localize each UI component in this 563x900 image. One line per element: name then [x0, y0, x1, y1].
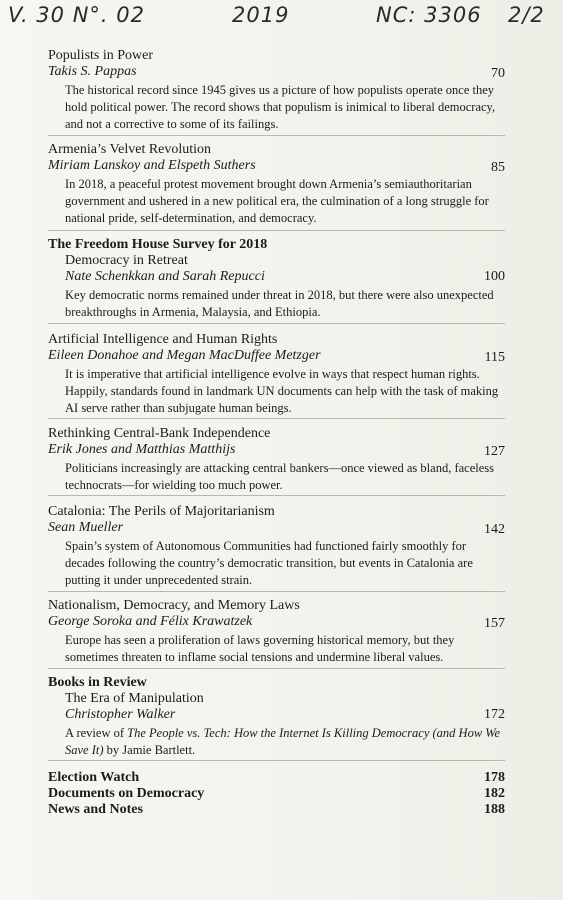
back-matter-item — [48, 802, 505, 818]
page-number: 85 — [491, 160, 505, 175]
divider — [48, 668, 505, 669]
article-author: Miriam Lanskoy and Elspeth Suthers — [48, 158, 256, 173]
article-description: It is imperative that artificial intelligence evolve in ways that respect human rights. Happily, standards found in landmark UN documents can help with the task of making AI serve rather than subjugate human beings. — [65, 367, 499, 415]
article-description: Spain’s system of Autonomous Communities had functioned fairly smoothly for decades following the country’s democratic transition, but events in Catalonia are putting it under unprecedented strain. — [65, 539, 473, 587]
divider — [48, 418, 505, 419]
back-matter-label: Election Watch — [48, 770, 140, 785]
article-description: The historical record since 1945 gives us a picture of how populists operate once they hold political power. The record shows that populism is inimical to liberal democracy, and not a corrective to some of its failings. — [65, 83, 496, 131]
toc-entry — [48, 504, 505, 589]
article-title: Nationalism, Democracy, and Memory Laws — [48, 598, 300, 613]
article-title: Catalonia: The Perils of Majoritarianism — [48, 504, 275, 519]
article-author: Sean Mueller — [48, 520, 124, 535]
page-number: 100 — [484, 269, 505, 284]
back-matter — [48, 770, 505, 818]
page-number: 115 — [484, 350, 505, 365]
toc-entry — [48, 48, 505, 133]
toc-entry — [48, 237, 505, 321]
page-number: 188 — [484, 802, 505, 817]
divider — [48, 495, 505, 496]
toc-entry — [48, 598, 505, 666]
article-title: Populists in Power — [48, 48, 154, 63]
article-title: Democracy in Retreat — [65, 253, 188, 268]
review-suffix: by Jamie Bartlett. — [103, 743, 196, 757]
back-matter-item — [48, 786, 505, 802]
article-title: Rethinking Central-Bank Independence — [48, 426, 271, 441]
article-description: Politicians increasingly are attacking central bankers—once viewed as bland, faceless technocrats—for wielding too much power. — [65, 461, 494, 492]
article-author: Christopher Walker — [65, 707, 176, 722]
article-description: Europe has seen a proliferation of laws governing historical memory, but they sometimes threaten to inflame social tensions and undermine liberal values. — [65, 633, 455, 664]
handwritten-year: 2019 — [232, 3, 290, 27]
handwritten-nc: NC: 3306 — [376, 3, 482, 27]
article-author: Eileen Donahoe and Megan MacDuffee Metzger — [48, 348, 321, 363]
back-matter-label: Documents on Democracy — [48, 786, 205, 801]
article-author: Takis S. Pappas — [48, 64, 137, 79]
article-author: Erik Jones and Matthias Matthijs — [48, 442, 236, 457]
page-number: 127 — [484, 444, 505, 459]
article-author: Nate Schenkkan and Sarah Repucci — [65, 269, 265, 284]
divider — [48, 760, 505, 761]
page-number: 157 — [484, 616, 505, 631]
article-description: Key democratic norms remained under threat in 2018, but there were also unexpected breakthroughs in Armenia, Malaysia, and Ethiopia. — [65, 288, 494, 319]
review-prefix: A review of — [65, 726, 128, 740]
section-heading: The Freedom House Survey for 2018 — [48, 237, 268, 252]
page-number: 182 — [484, 786, 505, 801]
handwritten-fraction: 2/2 — [508, 3, 545, 27]
divider — [48, 323, 505, 324]
page-number: 70 — [491, 66, 505, 81]
divider — [48, 591, 505, 592]
article-description: In 2018, a peaceful protest movement brought down Armenia’s semiauthoritarian government and ushered in a new political era, the culmination of a long struggle for national pride, self-determination, and democracy. — [65, 177, 489, 225]
toc-entry — [48, 332, 505, 417]
divider — [48, 135, 505, 136]
article-title: Artificial Intelligence and Human Rights — [48, 332, 278, 347]
back-matter-label: News and Notes — [48, 802, 143, 817]
toc-entry — [48, 675, 505, 759]
toc-entry — [48, 142, 505, 227]
article-description — [48, 725, 505, 759]
back-matter-item — [48, 770, 505, 786]
article-title: The Era of Manipulation — [65, 691, 204, 706]
article-title: Armenia’s Velvet Revolution — [48, 142, 212, 157]
toc-entry — [48, 426, 505, 494]
section-heading: Books in Review — [48, 675, 147, 690]
article-author: George Soroka and Félix Krawatzek — [48, 614, 253, 629]
page-number: 172 — [484, 707, 505, 722]
reviewed-book-title: The People vs. Tech: How the Internet Is Killing Democracy (and How We Save It) — [65, 726, 501, 757]
divider — [48, 230, 505, 231]
page-number: 142 — [484, 522, 505, 537]
handwritten-volume: V. 30 N°. 02 — [8, 3, 145, 27]
page-number: 178 — [484, 770, 505, 785]
